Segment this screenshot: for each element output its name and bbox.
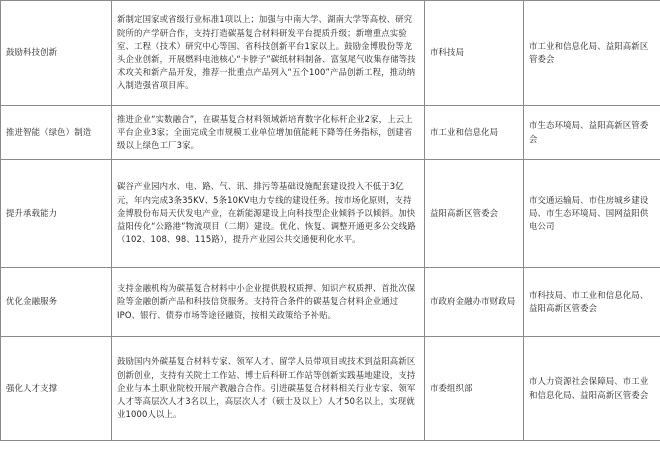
measure-cell: 支持金融机构为碳基复合材料中小企业提供股权质押、知识产权质押、首批次保险等金融创新产品和科技信贷服务。支持符合条件的碳基复合材料企业通过IPO、银行、债券市场等途径融资，按相关政策给予补贴。 bbox=[112, 268, 425, 337]
cooperating-unit-cell: 市工业和信息化局、益阳高新区管委会 bbox=[524, 1, 660, 106]
table-row bbox=[1, 160, 660, 268]
task-cell: 推进智能（绿色）制造 bbox=[1, 106, 112, 160]
cooperating-unit-cell: 市人力资源社会保障局、市工业和信息化局、益阳高新区管委会 bbox=[524, 337, 660, 441]
measure-cell: 鼓励国内外碳基复合材料专家、领军人才、留学人员带项目或技术到益阳高新区创新创业，支持有关院士工作站、博士后科研工作站等创新实践基地建设，支持企业与本土职业院校开展产教融合合作。引进碳基复合材料相关行业专家、领军人才等高层次人才3名以上，高层次人才（硕士及以上）人才50名以上，实现就业1000人以上。 bbox=[112, 337, 425, 441]
task-cell: 鼓励科技创新 bbox=[1, 1, 112, 106]
table-row bbox=[1, 1, 660, 106]
table-row bbox=[1, 337, 660, 441]
measure-cell: 碳谷产业园内水、电、路、气、讯、排污等基础设施配套建设投入不低于3亿元，年内完成3条35KV、5条10KV电力专线的建设任务。按市场化原则，支持金博股份布局天伏发电产业，在新能源建设上向科技型企业倾斜予以倾斜。加快益阳传化“公路港”物流项目（二期）建设。优化、恢复、调整开通更多公交线路（102、108、98、115路），提升产业园公共交通便利化水平。 bbox=[112, 160, 425, 268]
lead-unit-cell: 益阳高新区管委会 bbox=[425, 160, 524, 268]
lead-unit-cell: 市委组织部 bbox=[425, 337, 524, 441]
measure-cell: 推进企业“实数融合”，在碳基复合材料领域新培育数字化标杆企业2家，上云上平台企业3家；全面完成全市规模工业单位增加值能耗下降等任务指标，创建省级以上绿色工厂3家。 bbox=[112, 106, 425, 160]
task-cell: 优化金融服务 bbox=[1, 268, 112, 337]
cooperating-unit-cell: 市交通运输局、市住房城乡建设局、市生态环境局、国网益阳供电公司 bbox=[524, 160, 660, 268]
task-cell: 强化人才支撑 bbox=[1, 337, 112, 441]
lead-unit-cell: 市科技局 bbox=[425, 1, 524, 106]
lead-unit-cell: 市政府金融办市财政局 bbox=[425, 268, 524, 337]
table-row bbox=[1, 268, 660, 337]
task-cell: 提升承载能力 bbox=[1, 160, 112, 268]
cooperating-unit-cell: 市科技局、市工业和信息化局、益阳高新区管委会 bbox=[524, 268, 660, 337]
cooperating-unit-cell: 市生态环境局、益阳高新区管委会 bbox=[524, 106, 660, 160]
lead-unit-cell: 市工业和信息化局 bbox=[425, 106, 524, 160]
table-row bbox=[1, 106, 660, 160]
measure-cell: 新制定国家或省级行业标准1项以上；加强与中南大学、湖南大学等高校、研究院所的产学研合作，支持打造碳基复合材料研发平台提质升级；新增重点实验室、工程（技术）研究中心等国、省科技创新平台1家以上。鼓励金博股份等龙头企业创新，开展燃料电池核心“卡脖子”碳纸材料制备、富氢尾气收集存储等技术攻关和新产品开发，推荐一批重点产品列入“五个100”产品创新工程，推动纳入制造强省项目库。 bbox=[112, 1, 425, 106]
